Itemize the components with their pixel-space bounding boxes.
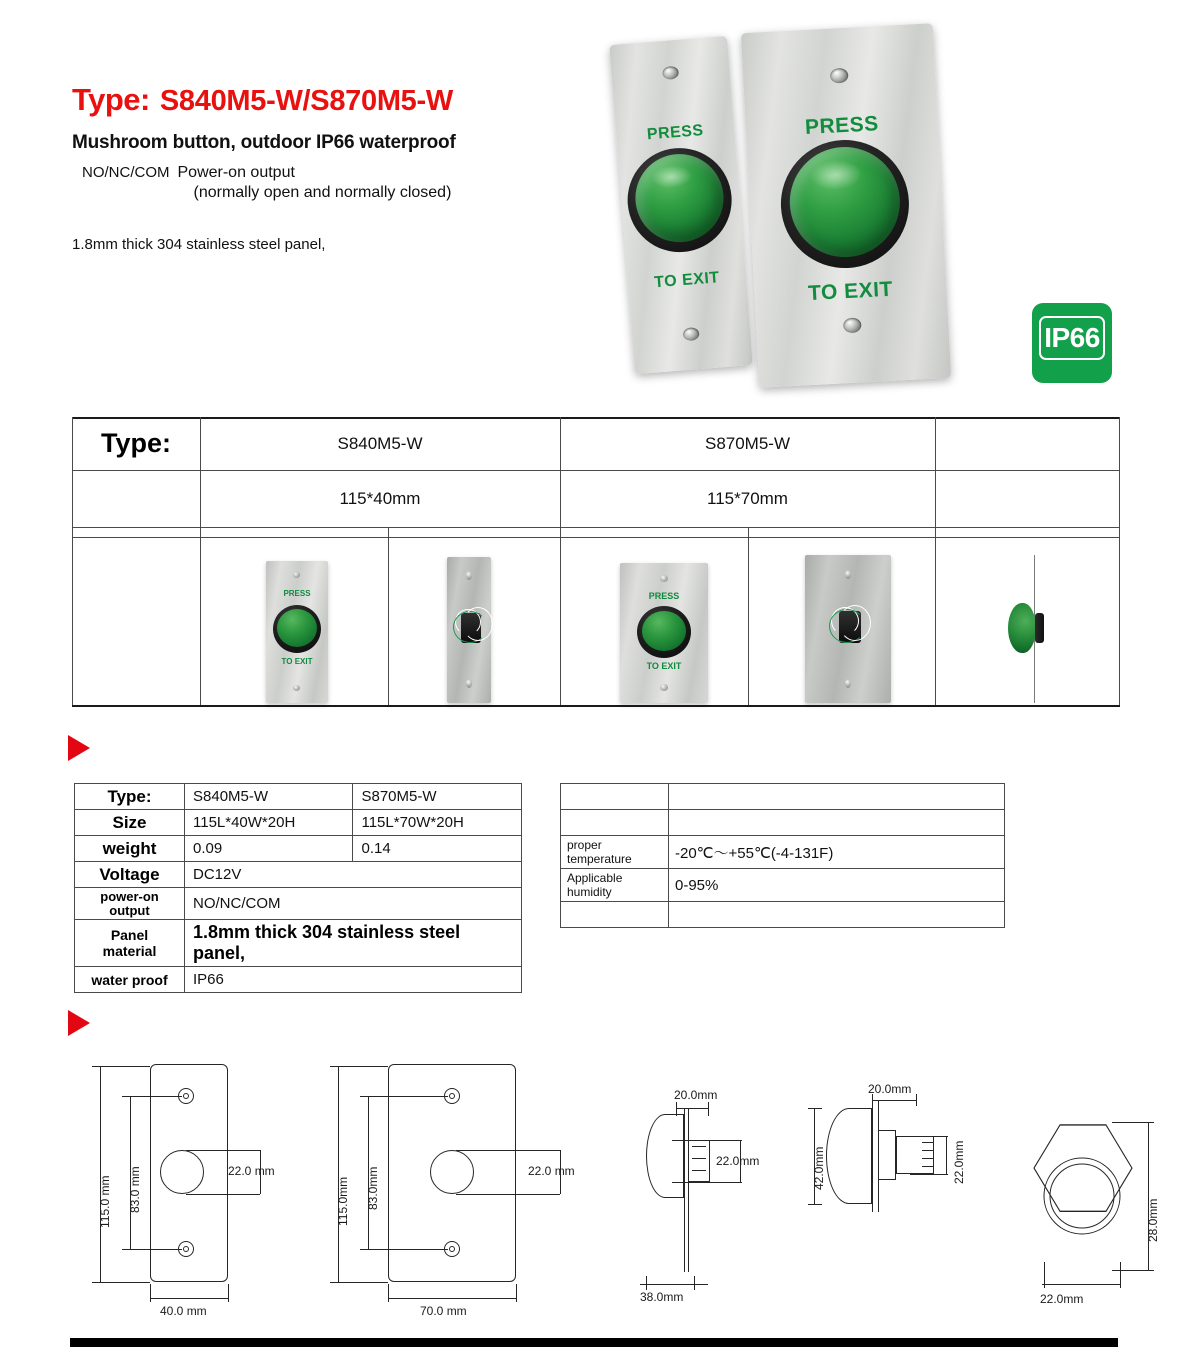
env-value-temperature: -20℃～+55℃(-4-131F) — [669, 836, 1005, 869]
plate-press-label: PRESS — [646, 122, 705, 144]
spec-value-a: IP66 — [185, 967, 522, 993]
panel-edge — [872, 1100, 873, 1212]
spec-value-a: 115L*40W*20H — [185, 810, 353, 836]
mushroom-dome-profile — [646, 1114, 684, 1198]
dim-tick — [228, 1284, 229, 1302]
nut-bore-outer — [1044, 1158, 1120, 1234]
plate-exit-label: TO EXIT — [807, 277, 894, 306]
dim-tick — [186, 1150, 260, 1151]
thread-tick — [692, 1146, 706, 1147]
screw-icon — [660, 684, 668, 691]
thumb-exit-label: TO EXIT — [281, 657, 313, 666]
dim-tick — [186, 1194, 260, 1195]
screw-icon — [845, 570, 851, 579]
dim-tick — [808, 1204, 822, 1205]
dim-tick — [122, 1096, 182, 1097]
power-on-wrap — [178, 164, 452, 202]
dim-tick — [708, 1102, 709, 1116]
table-row — [75, 967, 522, 993]
spec-key-line2: output — [109, 902, 150, 918]
plate-press-label: PRESS — [804, 112, 880, 140]
table-row — [561, 836, 1005, 869]
thumb-s840-front — [266, 561, 328, 703]
screw-icon — [466, 571, 472, 580]
screw-icon — [830, 68, 849, 84]
contact-row — [72, 164, 592, 202]
bottom-divider-bar — [70, 1338, 1118, 1347]
table-rule — [935, 417, 936, 705]
dim-tick — [676, 1108, 708, 1109]
dim-tick — [92, 1282, 150, 1283]
env-key — [561, 784, 669, 810]
table-model-b: S870M5-W — [704, 433, 791, 453]
plate-exit-label: TO EXIT — [653, 269, 721, 292]
thumb-press-label: PRESS — [283, 589, 311, 598]
dim-line-corners — [1148, 1122, 1149, 1270]
dim-tick — [1112, 1270, 1154, 1271]
dim-line-depth — [640, 1284, 708, 1285]
screw-icon — [845, 679, 851, 688]
dim-bore-label: 22.0mm — [1040, 1292, 1084, 1306]
mushroom-dome-profile — [826, 1108, 872, 1204]
spec-key: weight — [75, 836, 185, 862]
dim-width-label: 40.0 mm — [160, 1304, 207, 1318]
table-type-header: Type: — [100, 428, 171, 458]
screw-icon — [466, 679, 472, 688]
table-rule — [748, 527, 749, 705]
dim-tick — [910, 1174, 948, 1175]
dim-tick — [122, 1249, 182, 1250]
thumb-side-profile — [1002, 555, 1062, 703]
table-border-bottom — [72, 705, 1120, 707]
spec-key: Panel material — [75, 920, 185, 967]
dim-corners-label: 28.0mm — [1146, 1198, 1160, 1242]
dim-line-height — [338, 1066, 339, 1282]
dim-tick — [910, 1136, 948, 1137]
dim-spacing-label: 83.0 mm — [128, 1166, 142, 1213]
environment-table-body — [561, 784, 1005, 928]
environment-table — [560, 783, 1005, 928]
env-value — [669, 810, 1005, 836]
thumb-s870-back — [805, 555, 891, 703]
spec-key: water proof — [75, 967, 185, 993]
screw-icon — [843, 317, 862, 333]
thread-tick — [922, 1142, 934, 1143]
table-model-a: S840M5-W — [337, 433, 423, 453]
spec-value-a: 1.8mm thick 304 stainless steel panel, — [185, 920, 522, 967]
spec-key: Voltage — [75, 862, 185, 888]
table-row — [75, 862, 522, 888]
screw-icon — [662, 66, 679, 80]
dim-tick — [808, 1108, 822, 1109]
dim-depth-label: 38.0mm — [640, 1290, 684, 1304]
env-key-temperature: proper temperature — [561, 836, 669, 869]
table-row — [75, 920, 522, 967]
screw-icon — [660, 575, 668, 582]
nut-bore-inner — [1050, 1164, 1114, 1228]
env-value — [669, 902, 1005, 928]
dim-thread-label: 20.0mm — [674, 1088, 718, 1102]
table-row — [75, 888, 522, 920]
mushroom-button — [277, 609, 317, 647]
dim-tick — [1044, 1262, 1045, 1288]
screw-hole-inner — [449, 1093, 455, 1099]
specification-table-body — [75, 784, 522, 993]
dim-tick — [150, 1284, 151, 1302]
dim-tick — [916, 1094, 917, 1106]
dim-spacing-label: 83.0mm — [366, 1166, 380, 1210]
wire — [463, 607, 493, 641]
dim-tick — [672, 1182, 742, 1183]
thumb-exit-label: TO EXIT — [646, 661, 682, 671]
dim-line-width — [388, 1298, 516, 1299]
technical-drawings — [72, 1048, 1160, 1318]
hex-nut-shape — [1002, 1096, 1172, 1276]
dim-tick — [676, 1102, 677, 1116]
table-row — [75, 784, 522, 810]
env-value-humidity: 0-95% — [669, 869, 1005, 902]
thread-tick — [922, 1150, 934, 1151]
dim-tick — [1112, 1122, 1154, 1123]
dim-tick — [330, 1066, 388, 1067]
panel-material-note: 1.8mm thick 304 stainless steel panel, — [72, 236, 326, 253]
type-line — [72, 82, 592, 118]
spec-value-b: S870M5-W — [353, 784, 522, 810]
table-row — [561, 902, 1005, 928]
product-subtitle: Mushroom button, outdoor IP66 waterproof — [72, 132, 456, 153]
hero-product-photos — [600, 18, 1020, 398]
dim-height-label: 115.0 mm — [98, 1175, 112, 1228]
model-comparison-table — [72, 417, 1120, 707]
table-rule — [72, 537, 1120, 538]
dim-tick — [456, 1194, 560, 1195]
table-size-b: 115*70mm — [707, 488, 788, 508]
dim-tick — [456, 1150, 560, 1151]
screw-icon — [683, 327, 700, 341]
screw-icon — [293, 685, 300, 691]
dim-width-label: 70.0 mm — [420, 1304, 467, 1318]
header-text-block — [72, 82, 592, 253]
dim-tick — [646, 1276, 647, 1290]
dim-tick — [872, 1100, 916, 1101]
table-row — [75, 810, 522, 836]
screw-icon — [293, 572, 300, 578]
dim-line-body — [946, 1136, 947, 1174]
env-key — [561, 902, 669, 928]
thread-tick — [692, 1158, 706, 1159]
dim-tick — [672, 1140, 742, 1141]
spec-value-a: NO/NC/COM — [185, 888, 522, 920]
product-photo-s840 — [609, 36, 753, 374]
table-row — [561, 810, 1005, 836]
env-value — [669, 784, 1005, 810]
dim-body-label: 22.0mm — [952, 1140, 966, 1184]
spec-value-b: 115L*70W*20H — [353, 810, 522, 836]
table-row — [561, 784, 1005, 810]
env-key — [561, 810, 669, 836]
dim-thread-label: 20.0mm — [868, 1082, 912, 1096]
dim-bore-label: 22.0 mm — [528, 1164, 575, 1178]
table-rule — [1119, 417, 1120, 705]
dim-dome-label: 42.0mm — [812, 1146, 826, 1190]
type-label: Type: — [72, 82, 150, 117]
spec-key: Type: — [75, 784, 185, 810]
ip66-badge-text: IP66 — [1039, 316, 1105, 360]
drawing-s870-front — [320, 1058, 582, 1318]
button-bore — [160, 1150, 204, 1194]
screw-hole-inner — [183, 1246, 189, 1252]
collar — [878, 1130, 896, 1180]
thumb-s870-front — [620, 563, 708, 703]
thread-tick — [922, 1166, 934, 1167]
dim-tick — [330, 1282, 388, 1283]
spec-key: Size — [75, 810, 185, 836]
contact-type-label: NO/NC/COM — [82, 164, 170, 181]
panel-edge — [684, 1108, 685, 1272]
panel-edge — [688, 1108, 689, 1272]
product-photo-s870 — [741, 23, 951, 388]
spec-key-line1: power-on — [100, 889, 159, 904]
thumb-press-label: PRESS — [648, 591, 680, 601]
button-body — [1035, 613, 1044, 643]
drawing-s840-front — [82, 1058, 312, 1318]
table-size-a: 115*40mm — [339, 488, 421, 508]
section-marker-icon — [68, 735, 90, 761]
env-key-humidity: Applicable humidity — [561, 869, 669, 902]
thread-tick — [922, 1158, 934, 1159]
table-rule — [72, 527, 1120, 528]
spec-value-a: S840M5-W — [185, 784, 353, 810]
model-numbers: S840M5-W/S870M5-W — [159, 85, 453, 117]
ip66-badge — [1032, 303, 1112, 383]
power-on-note: (normally open and normally closed) — [193, 184, 452, 201]
dim-line-width — [150, 1298, 228, 1299]
dim-tick — [516, 1284, 517, 1302]
dim-bore-label: 22.0 mm — [228, 1164, 275, 1178]
spec-value-b: 0.14 — [353, 836, 522, 862]
specification-table — [74, 783, 522, 993]
power-on-output-label: Power-on output — [177, 164, 295, 181]
dim-tick — [694, 1276, 695, 1290]
thread-tick — [692, 1170, 706, 1171]
table-row — [561, 869, 1005, 902]
spec-value-a: 0.09 — [185, 836, 353, 862]
screw-hole-inner — [183, 1093, 189, 1099]
drawing-hex-nut — [1002, 1096, 1172, 1306]
dim-tick — [1120, 1262, 1121, 1288]
dim-tick — [92, 1066, 150, 1067]
dim-body-label: 22.0mm — [716, 1154, 760, 1168]
wire — [839, 605, 871, 641]
thumb-s840-back — [447, 557, 491, 703]
dim-tick — [388, 1284, 389, 1302]
drawing-assembly-profile — [800, 1082, 1000, 1266]
section-marker-icon — [68, 1010, 90, 1036]
table-rule — [388, 527, 389, 705]
dim-tick — [360, 1249, 448, 1250]
dim-height-label: 115.0mm — [336, 1176, 350, 1226]
spec-key — [75, 888, 185, 920]
spec-value-a: DC12V — [185, 862, 522, 888]
dim-tick — [360, 1096, 448, 1097]
dim-line-height — [100, 1066, 101, 1282]
hex-outline — [1034, 1125, 1132, 1211]
table-row — [75, 836, 522, 862]
mushroom-button — [1008, 603, 1036, 653]
screw-hole-inner — [449, 1246, 455, 1252]
mushroom-button — [642, 611, 686, 651]
dim-line-bore — [1042, 1284, 1120, 1285]
button-bore — [430, 1150, 474, 1194]
